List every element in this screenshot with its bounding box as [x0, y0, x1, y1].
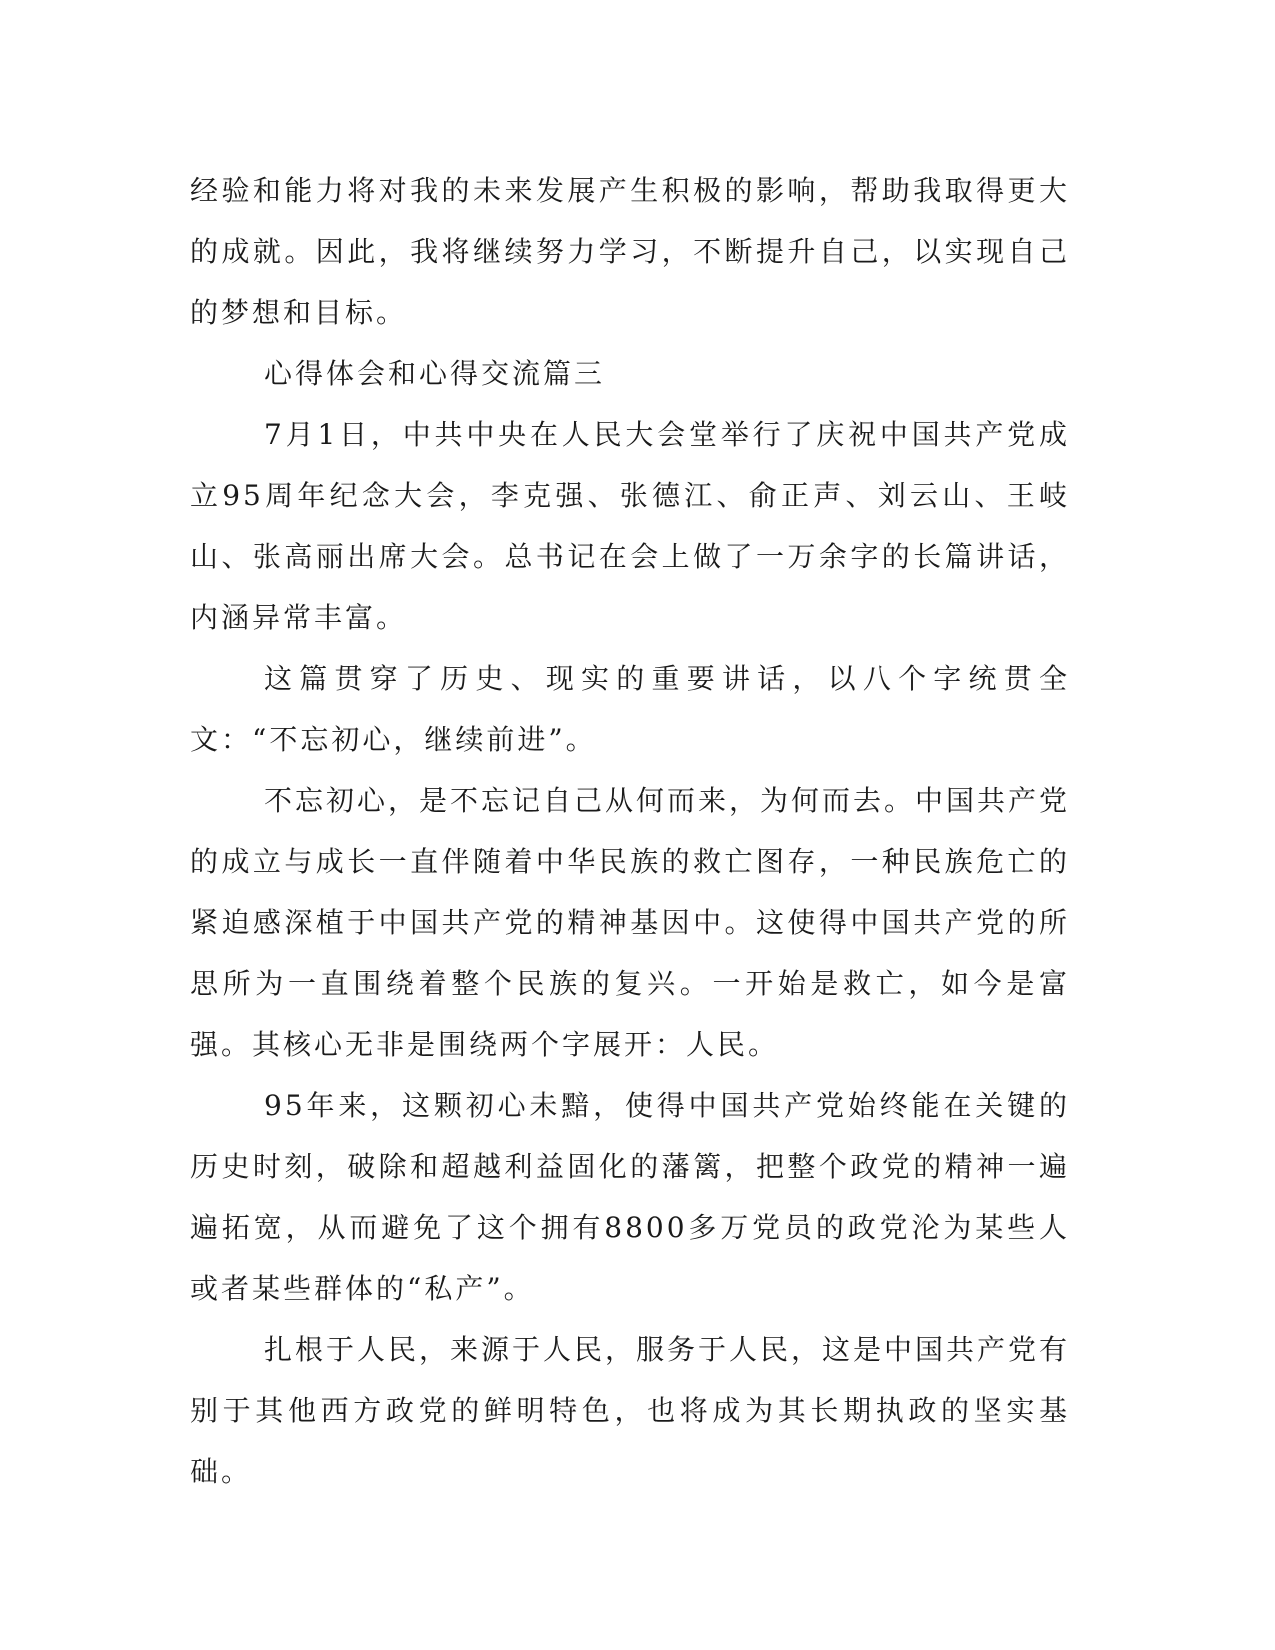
paragraph-continuation: 经验和能力将对我的未来发展产生积极的影响，帮助我取得更大的成就。因此，我将继续努力学习，不断提升自己，以实现自己的梦想和目标。	[190, 174, 1070, 329]
section-heading: 心得体会和心得交流篇三	[264, 357, 606, 390]
paragraph-95-years: 95年来，这颗初心未黯，使得中国共产党始终能在关键的历史时刻，破除和超越利益固化的藩篱，把整个政党的精神一遍遍拓宽，从而避免了这个拥有8800多万党员的政党沦为某些人或者某些群体的“私产”。	[190, 1089, 1070, 1305]
paragraph-rooted-in-people: 扎根于人民，来源于人民，服务于人民，这是中国共产党有别于其他西方政党的鲜明特色，也将成为其长期执政的坚实基础。	[190, 1333, 1071, 1488]
paragraph-anniversary: 7月1日，中共中央在人民大会堂举行了庆祝中国共产党成立95周年纪念大会，李克强、张德江、俞正声、刘云山、王岐山、张高丽出席大会。总书记在会上做了一万余字的长篇讲话，内涵异常丰富。	[190, 418, 1070, 634]
paragraph-original-aspiration: 不忘初心，是不忘记自己从何而来，为何而去。中国共产党的成立与成长一直伴随着中华民族的救亡图存，一种民族危亡的紧迫感深植于中国共产党的精神基因中。这使得中国共产党的所思所为一直围绕着整个民族的复兴。一开始是救亡，如今是富强。其核心无非是围绕两个字展开：人民。	[190, 784, 1071, 1061]
document-body	[190, 160, 1070, 1502]
paragraph-speech-theme: 这篇贯穿了历史、现实的重要讲话，以八个字统贯全文：“不忘初心，继续前进”。	[190, 662, 1070, 756]
